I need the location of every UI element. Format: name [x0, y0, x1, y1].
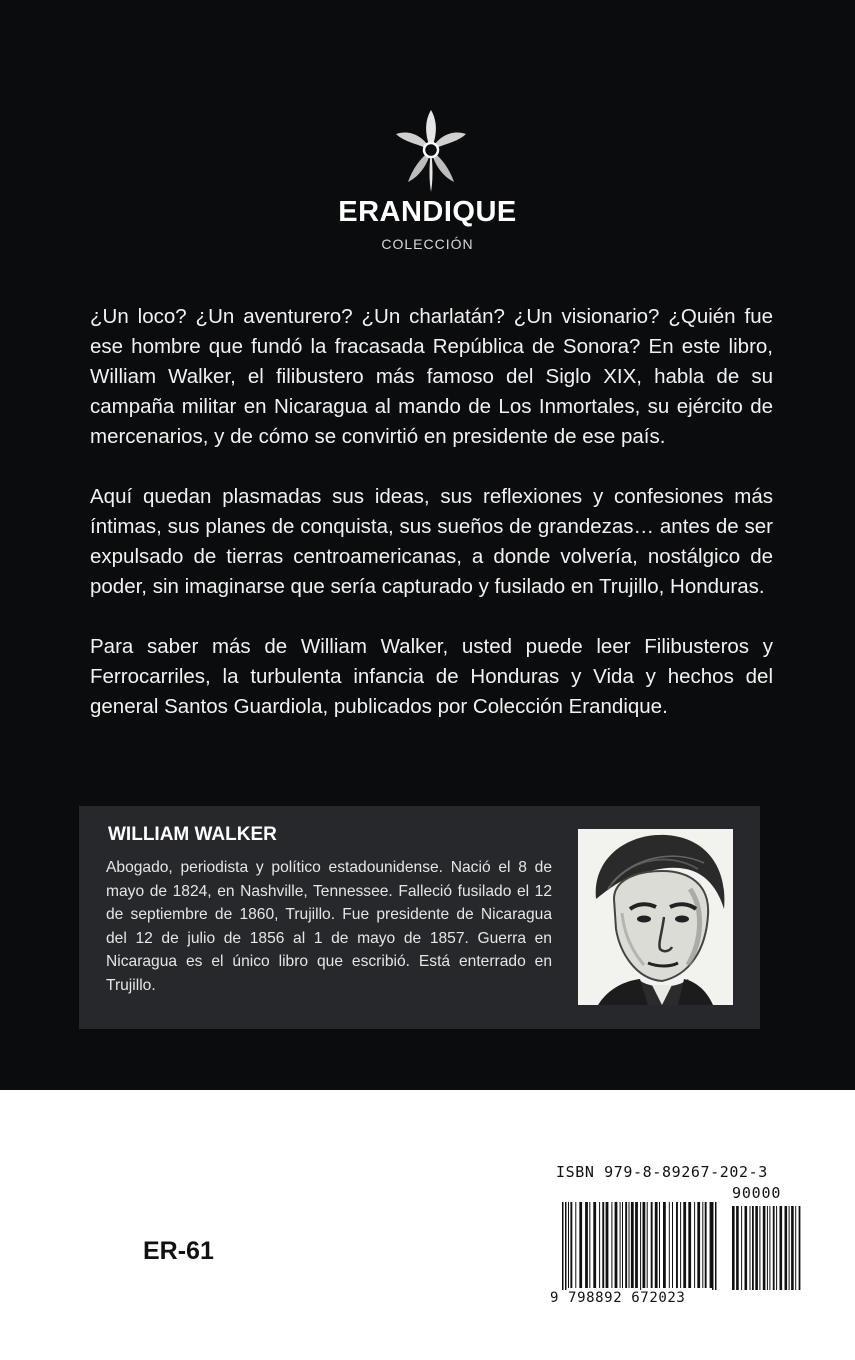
- barcode-bar: [602, 1202, 604, 1288]
- barcode-bar: [672, 1202, 673, 1288]
- barcode-bar: [732, 1206, 735, 1290]
- barcode-bar: [643, 1202, 646, 1288]
- barcode-bar: [759, 1206, 760, 1290]
- barcode-bar: [694, 1202, 695, 1288]
- barcode-bar: [635, 1202, 638, 1288]
- barcode-bar: [799, 1206, 801, 1290]
- isbn-text: ISBN 979-8-89267-202-3: [556, 1163, 768, 1181]
- barcode-bar: [669, 1202, 670, 1288]
- barcode-bar: [763, 1206, 766, 1290]
- barcode-bar: [631, 1202, 634, 1288]
- barcode-bar: [570, 1202, 572, 1288]
- barcode-bar: [705, 1202, 707, 1288]
- barcode-bar: [655, 1202, 658, 1288]
- flower-icon: [396, 110, 466, 192]
- blurb-paragraph: Aquí quedan plasmadas sus ideas, sus reflexiones y confesiones más íntimas, sus planes de conquista, sus sueños de grandezas… antes de ser expulsado de tierras centroamericanas, a donde volvería, nostálgico de poder, sin imaginarse que sería capturado y fusilado en Trujillo, Honduras.: [90, 485, 773, 598]
- barcode-bar: [755, 1206, 758, 1290]
- barcode-bar: [659, 1202, 660, 1288]
- barcode-bar: [676, 1202, 678, 1288]
- barcode-bar: [785, 1206, 788, 1290]
- author-name: WILLIAM WALKER: [108, 824, 277, 845]
- barcode-bar: [568, 1202, 569, 1288]
- isbn-barcode: [548, 1160, 806, 1318]
- catalog-code: ER-61: [143, 1237, 214, 1265]
- barcode-bar: [651, 1202, 653, 1288]
- barcode-bar: [565, 1202, 567, 1290]
- ean-text: 9 798892 672023: [550, 1290, 686, 1306]
- barcode-bar: [769, 1206, 770, 1290]
- barcode-bar: [575, 1202, 576, 1288]
- author-portrait: [578, 829, 733, 1005]
- barcode-bar: [622, 1202, 623, 1288]
- barcode-bar: [663, 1202, 666, 1288]
- barcode-bar: [791, 1206, 794, 1290]
- barcode-bar: [629, 1202, 630, 1288]
- barcode-bar: [585, 1202, 588, 1288]
- barcode-bar: [625, 1202, 627, 1288]
- barcode-bar: [715, 1202, 717, 1290]
- barcode-bar: [752, 1206, 754, 1290]
- barcode-bar: [767, 1206, 768, 1290]
- author-bio: Abogado, periodista y político estadounidense. Nació el 8 de mayo de 1824, en Nashville, Tennessee. Falleció fusilado el 12 de septiembre de 1860, Trujillo. Fue presidente de Nicaragua del 12 de julio de 1856 al 1 de mayo de 1857. Guerra en Nicaragua es el único libro que escribió. Está enterrado en Trujillo.: [106, 859, 552, 994]
- barcode-bar: [773, 1206, 775, 1290]
- barcode-bar: [589, 1202, 590, 1288]
- barcode-bar: [697, 1202, 700, 1288]
- barcode-bar: [615, 1202, 618, 1288]
- blurb-text: [90, 302, 773, 752]
- barcode-bar: [683, 1202, 686, 1288]
- barcode-bar: [620, 1202, 621, 1288]
- barcode-bar: [750, 1206, 751, 1290]
- blurb-paragraph: Para saber más de William Walker, usted puede leer Filibusteros y Ferrocarriles, la turbulenta infancia de Honduras y Vida y hechos del general Santos Guardiola, publicados por Colección Erandique.: [90, 635, 773, 718]
- barcode-bar: [593, 1202, 596, 1288]
- barcode-bar: [710, 1202, 713, 1288]
- barcode-bar: [795, 1206, 796, 1290]
- barcode-bar: [562, 1202, 564, 1290]
- barcode-bar: [680, 1202, 681, 1288]
- barcode-bar: [789, 1206, 790, 1290]
- barcode-bar: [702, 1202, 703, 1288]
- barcode-bar: [579, 1202, 582, 1288]
- barcode-bar: [741, 1206, 742, 1290]
- publisher-name: ERANDIQUE: [338, 196, 517, 228]
- barcode-bar: [688, 1202, 691, 1288]
- publisher-subtitle: COLECCIÓN: [381, 236, 474, 252]
- portrait-engraving-icon: [578, 829, 733, 1005]
- barcode-bars: [548, 1184, 806, 1290]
- blurb-paragraph: ¿Un loco? ¿Un aventurero? ¿Un charlatán? ¿Un visionario? ¿Quién fue ese hombre que fundó la fracasada República de Sonora? En este libro, William Walker, el filibustero más famoso del Siglo XIX, habla de su campaña militar en Nicaragua al mando de Los Inmortales, su ejército de mercenarios, y de cómo se convirtió en presidente de ese país.: [90, 305, 773, 448]
- barcode-bar: [599, 1202, 600, 1288]
- barcode-bar: [776, 1206, 777, 1290]
- barcode-bar: [745, 1206, 748, 1290]
- barcode-bar: [640, 1202, 641, 1290]
- barcode-bar: [736, 1206, 739, 1290]
- barcode-bar: [647, 1202, 648, 1288]
- author-box: [79, 806, 760, 1029]
- barcode-bar: [712, 1202, 714, 1290]
- barcode-bar: [780, 1206, 783, 1290]
- barcode-bar: [606, 1202, 609, 1288]
- price-addon-text: 90000: [732, 1184, 782, 1202]
- barcode-bar: [611, 1202, 612, 1288]
